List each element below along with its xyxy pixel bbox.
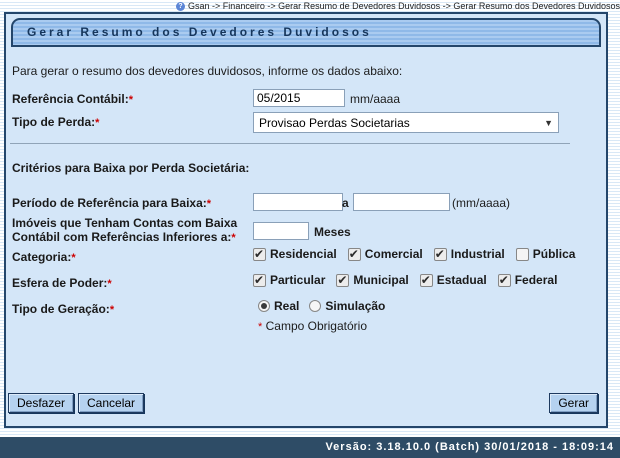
categoria-group: [253, 247, 575, 261]
required-asterisk: *: [258, 321, 263, 333]
referencia-contabil-input[interactable]: [253, 89, 345, 107]
breadcrumb: [0, 0, 620, 12]
version-footer: [0, 437, 620, 458]
desfazer-button[interactable]: Desfazer: [8, 393, 74, 413]
categoria-label: Categoria:*: [12, 250, 76, 264]
esfera-checkbox-federal[interactable]: [498, 274, 511, 287]
categoria-checkbox-industrial[interactable]: [434, 248, 447, 261]
required-asterisk: *: [107, 278, 112, 290]
categoria-option-residencial[interactable]: [253, 247, 337, 261]
geracao-radio-simulacao[interactable]: [309, 300, 321, 312]
imoveis-unit: Meses: [314, 225, 351, 239]
required-asterisk: *: [231, 232, 236, 244]
geracao-option-real[interactable]: [258, 299, 299, 313]
esfera-checkbox-particular[interactable]: [253, 274, 266, 287]
referencia-contabil-label: Referência Contábil:*: [12, 92, 133, 106]
geracao-option-simulacao[interactable]: [309, 299, 385, 313]
help-icon[interactable]: ?: [176, 2, 185, 11]
page-title: Gerar Resumo dos Devedores Duvidosos: [11, 18, 601, 47]
geracao-group: [258, 299, 385, 313]
cancelar-button[interactable]: Cancelar: [78, 393, 144, 413]
categoria-option-comercial[interactable]: [348, 247, 423, 261]
categoria-option-label: Comercial: [364, 247, 423, 261]
esfera-option-federal[interactable]: [498, 273, 558, 287]
required-asterisk: *: [128, 94, 133, 106]
categoria-option-label: Pública: [532, 247, 576, 261]
categoria-checkbox-comercial[interactable]: [348, 248, 361, 261]
breadcrumb-text: Gsan -> Financeiro -> Gerar Resumo de Devedores Duvidosos -> Gerar Resumo dos Devedores Duvidosos: [188, 1, 620, 11]
gerar-button[interactable]: Gerar: [549, 393, 598, 413]
tipo-perda-select[interactable]: [253, 112, 559, 133]
geracao-option-label: Simulação: [325, 299, 386, 313]
geracao-radio-real[interactable]: [258, 300, 270, 312]
main-panel: [4, 12, 608, 428]
periodo-hint: (mm/aaaa): [452, 196, 511, 210]
geracao-option-label: Real: [274, 299, 300, 313]
categoria-option-industrial[interactable]: [434, 247, 505, 261]
required-asterisk: *: [109, 304, 115, 316]
periodo-from-input[interactable]: [253, 193, 343, 211]
section-divider: [10, 143, 570, 144]
esfera-group: [253, 273, 557, 287]
categoria-option-label: Industrial: [450, 247, 505, 261]
periodo-label: Período de Referência para Baixa:*: [12, 196, 212, 210]
categoria-checkbox-residencial[interactable]: [253, 248, 266, 261]
esfera-checkbox-estadual[interactable]: [420, 274, 433, 287]
referencia-contabil-hint: mm/aaaa: [350, 92, 401, 106]
esfera-option-estadual[interactable]: [420, 273, 487, 287]
required-asterisk: *: [206, 198, 212, 210]
chevron-down-icon: ▼: [544, 117, 553, 128]
required-asterisk: *: [95, 117, 100, 129]
intro-text: Para gerar o resumo dos devedores duvidosos, informe os dados abaixo:: [12, 64, 403, 78]
esfera-label: Esfera de Poder:*: [12, 276, 112, 290]
imoveis-meses-input[interactable]: [253, 222, 309, 240]
categoria-checkbox-publica[interactable]: [516, 248, 529, 261]
periodo-to-input[interactable]: [353, 193, 450, 211]
version-text: Versão: 3.18.10.0 (Batch) 30/01/2018 - 18:09:14: [325, 441, 614, 453]
categoria-option-label: Residencial: [270, 247, 337, 261]
esfera-option-label: Estadual: [436, 273, 487, 287]
geracao-label: Tipo de Geração:*: [12, 302, 115, 316]
periodo-separator: a: [342, 196, 349, 210]
esfera-option-label: Municipal: [353, 273, 409, 287]
esfera-option-particular[interactable]: [253, 273, 325, 287]
esfera-checkbox-municipal[interactable]: [336, 274, 349, 287]
categoria-option-publica[interactable]: [516, 247, 576, 261]
criterios-heading: Critérios para Baixa por Perda Societária:: [12, 161, 250, 175]
required-asterisk: *: [71, 252, 76, 264]
required-note: * Campo Obrigatório: [258, 319, 367, 333]
tipo-perda-selected-value: Provisao Perdas Societarias: [259, 115, 410, 130]
esfera-option-label: Federal: [514, 273, 558, 287]
imoveis-label: Imóveis que Tenham Contas com Baixa Contábil com Referências Inferiores a:*: [12, 216, 238, 244]
esfera-option-municipal[interactable]: [336, 273, 408, 287]
tipo-perda-label: Tipo de Perda:*: [12, 115, 100, 129]
esfera-option-label: Particular: [270, 273, 326, 287]
